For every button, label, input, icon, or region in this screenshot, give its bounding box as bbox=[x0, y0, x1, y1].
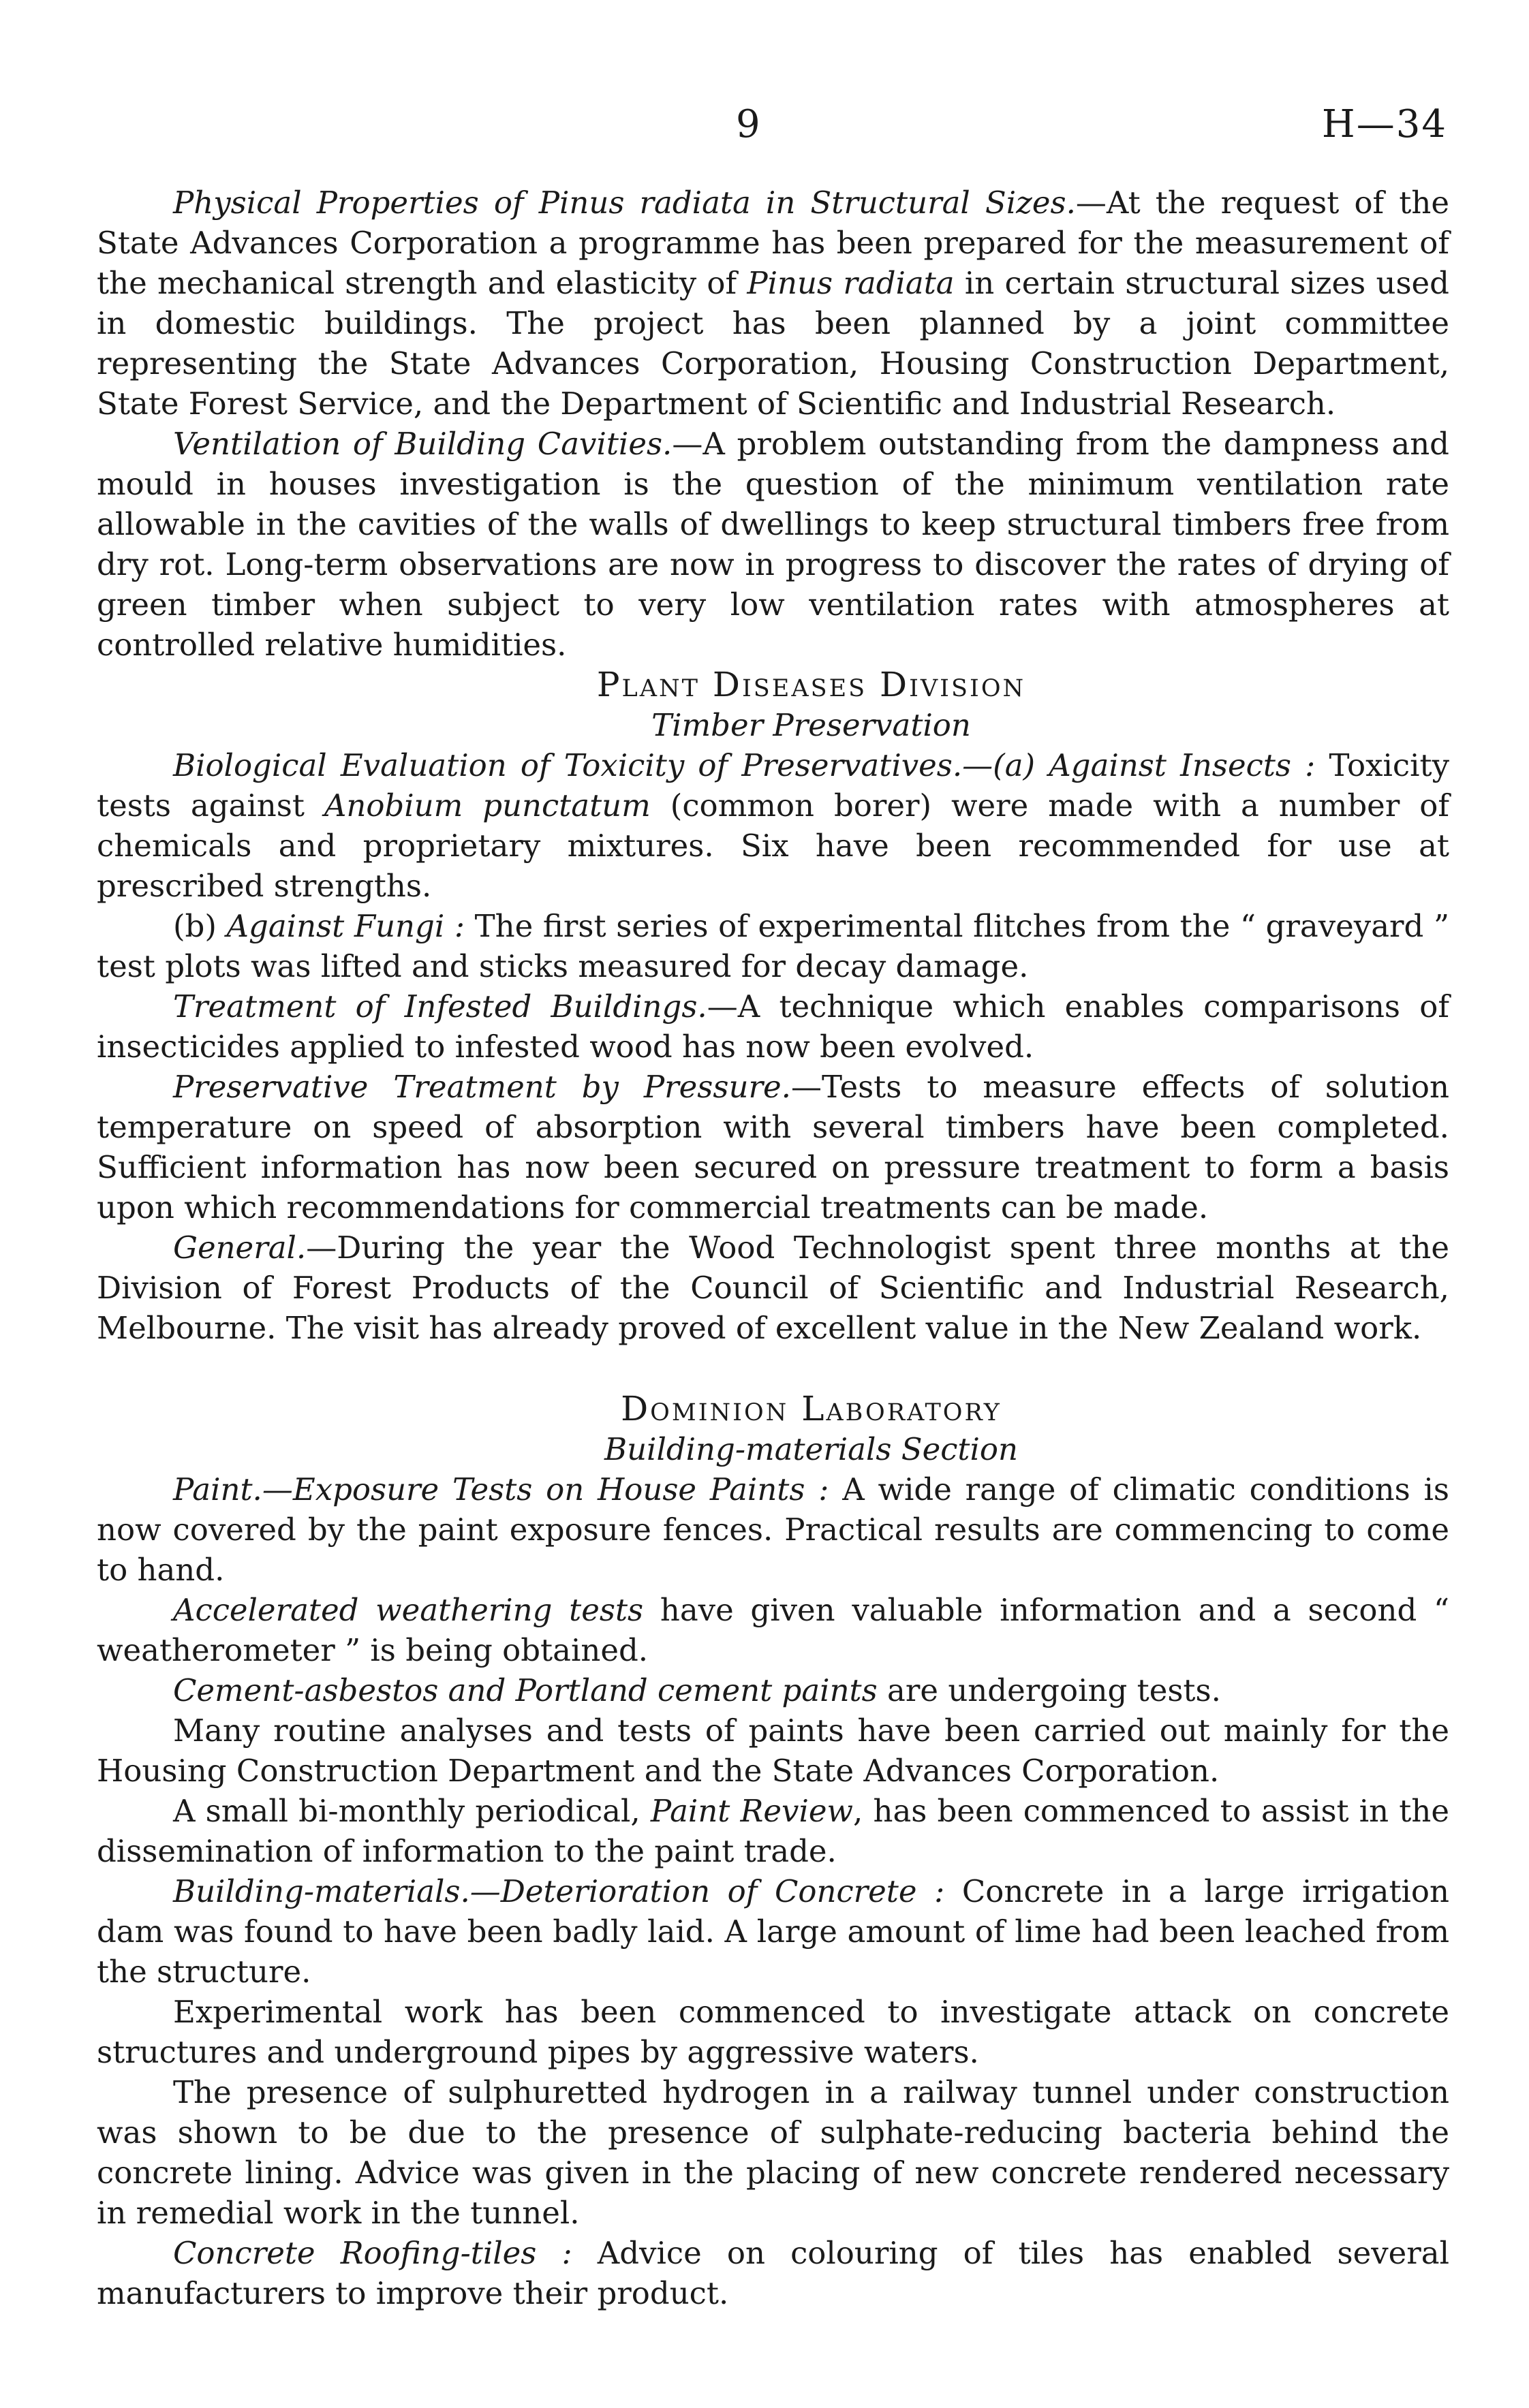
page-number: 9 bbox=[736, 102, 760, 146]
paragraph-paint-exposure bbox=[97, 1469, 1449, 1590]
paragraph-aggressive-waters: Experimental work has been commenced to investigate attack on concrete structures and underground pipes by aggressive waters. bbox=[97, 1994, 1449, 2070]
paragraph-text: Concrete in a large irrigation dam was found to have been badly laid. A large amount of lime had been leached from the structure. bbox=[97, 1873, 1449, 1990]
paragraph-infested-buildings bbox=[97, 986, 1449, 1067]
paragraph-text: —Tests to measure effects of solution temperature on speed of absorption with several timbers have been completed. Sufficient information has now been secured on pressure treatment to form a basis upon which recommendations for commercial treatments can be made. bbox=[97, 1069, 1449, 1225]
paragraph-text: (common borer) were made with a number of chemicals and proprietary mixtures. Six have been recommended for use at prescribed strengths. bbox=[97, 787, 1450, 904]
periodical-title: Paint Review bbox=[650, 1793, 854, 1829]
paragraph-text: A wide range of climatic conditions is now covered by the paint exposure fences. Practical results are commencing to come to hand. bbox=[97, 1471, 1450, 1588]
paragraph-paint-review bbox=[97, 1791, 1449, 1871]
paragraph-title: General. bbox=[173, 1230, 307, 1266]
paragraph-title: Accelerated weathering tests bbox=[173, 1592, 644, 1628]
paragraph-title: Concrete Roofing-tiles : bbox=[173, 2235, 572, 2271]
subsection-heading-building-materials: Building-materials Section bbox=[604, 1431, 1018, 1467]
species-name: Anobium punctatum bbox=[324, 787, 651, 824]
species-name: Pinus radiata bbox=[747, 265, 955, 301]
document-reference: H—34 bbox=[1321, 102, 1447, 146]
paragraph-text: Toxicity tests against bbox=[97, 747, 1449, 824]
paragraph-concrete-deterioration bbox=[97, 1871, 1449, 1992]
paragraph-title: Paint.—Exposure Tests on House Paints : bbox=[173, 1471, 829, 1507]
paragraph-text: —During the year the Wood Technologist spent three months at the Division of Forest Products of the Council of Scientific and Industrial Research, Melbourne. The visit has already proved of excellent value in the New Zealand work. bbox=[97, 1230, 1449, 1346]
subsection-heading-timber-preservation: Timber Preservation bbox=[651, 707, 971, 743]
paragraph-text: The first series of experimental flitches from the “ graveyard ” test plots was lifted and sticks measured for decay damage. bbox=[97, 908, 1449, 984]
paragraph-text: are undergoing tests. bbox=[877, 1672, 1221, 1708]
paragraph-text: —A problem outstanding from the dampness and mould in houses investigation is the question of the minimum ventilation rate allowable in the cavities of the walls of dwellings to keep structural timbers free from dry rot. Long-term observations are now in progress to discover the rates of drying of green timber when subject to very low ventilation rates with atmospheres at controlled relative humidities. bbox=[97, 426, 1449, 663]
section-spacer bbox=[97, 1348, 1449, 1389]
paragraph-title: Ventilation of Building Cavities. bbox=[173, 426, 673, 462]
document-body bbox=[97, 183, 1449, 2313]
paragraph-railway-tunnel: The presence of sulphuretted hydrogen in a railway tunnel under construction was shown to be due to the presence of sulphate-reducing bacteria behind the concrete lining. Advice was given in the placing of new concrete rendered necessary in remedial work in the tunnel. bbox=[97, 2074, 1449, 2231]
section-heading-plant-diseases: Plant Diseases Division bbox=[596, 665, 1026, 704]
paragraph-title: Against Fungi : bbox=[226, 908, 465, 944]
paragraph-text: Advice on colouring of tiles has enabled several manufacturers to improve their product. bbox=[97, 2235, 1449, 2311]
paragraph-title: Treatment of Infested Buildings. bbox=[173, 988, 707, 1025]
paragraph-biological-evaluation bbox=[97, 745, 1449, 906]
paragraph-text: have given valuable information and a second “ weatherometer ” is being obtained. bbox=[97, 1592, 1449, 1668]
page-header bbox=[0, 102, 1529, 163]
paragraph-text: —At the request of the State Advances Corporation a programme has been prepared for the measurement of the mechanical strength and elasticity of bbox=[97, 185, 1449, 301]
paragraph-ventilation bbox=[97, 424, 1449, 665]
paragraph-cement-paints bbox=[97, 1670, 1449, 1710]
paragraph-text: , has been commenced to assist in the dissemination of information to the paint trade. bbox=[97, 1793, 1450, 1869]
paragraph-general bbox=[97, 1228, 1449, 1348]
paragraph-text: A small bi-monthly periodical, bbox=[173, 1793, 651, 1829]
paragraph-roofing-tiles bbox=[97, 2233, 1449, 2313]
paragraph-title: Biological Evaluation of Toxicity of Preservatives.—(a) Against Insects : bbox=[173, 747, 1316, 783]
paragraph-title: Cement-asbestos and Portland cement paints bbox=[173, 1672, 878, 1708]
paragraph-accelerated-weathering bbox=[97, 1590, 1449, 1670]
paragraph-against-fungi bbox=[97, 906, 1449, 986]
paragraph-text: —A technique which enables comparisons of insecticides applied to infested wood has now been evolved. bbox=[97, 988, 1449, 1065]
paragraph-text: in certain structural sizes used in domestic buildings. The project has been planned by a joint committee representing the State Advances Corporation, Housing Construction Department, State Forest Service, and the Department of Scientific and Industrial Research. bbox=[97, 265, 1449, 422]
paragraph-title: Building-materials.—Deterioration of Concrete : bbox=[173, 1873, 945, 1909]
paragraph-routine-analyses: Many routine analyses and tests of paints have been carried out mainly for the Housing Construction Department and the State Advances Corporation. bbox=[97, 1713, 1449, 1789]
paragraph-pressure-treatment bbox=[97, 1067, 1449, 1228]
paragraph-title: Preservative Treatment by Pressure. bbox=[173, 1069, 791, 1105]
paragraph-physical-properties bbox=[97, 183, 1449, 424]
list-marker: (b) bbox=[173, 908, 227, 944]
paragraph-title: Physical Properties of Pinus radiata in Structural Sizes. bbox=[173, 185, 1076, 221]
section-heading-dominion-laboratory: Dominion Laboratory bbox=[621, 1389, 1002, 1428]
